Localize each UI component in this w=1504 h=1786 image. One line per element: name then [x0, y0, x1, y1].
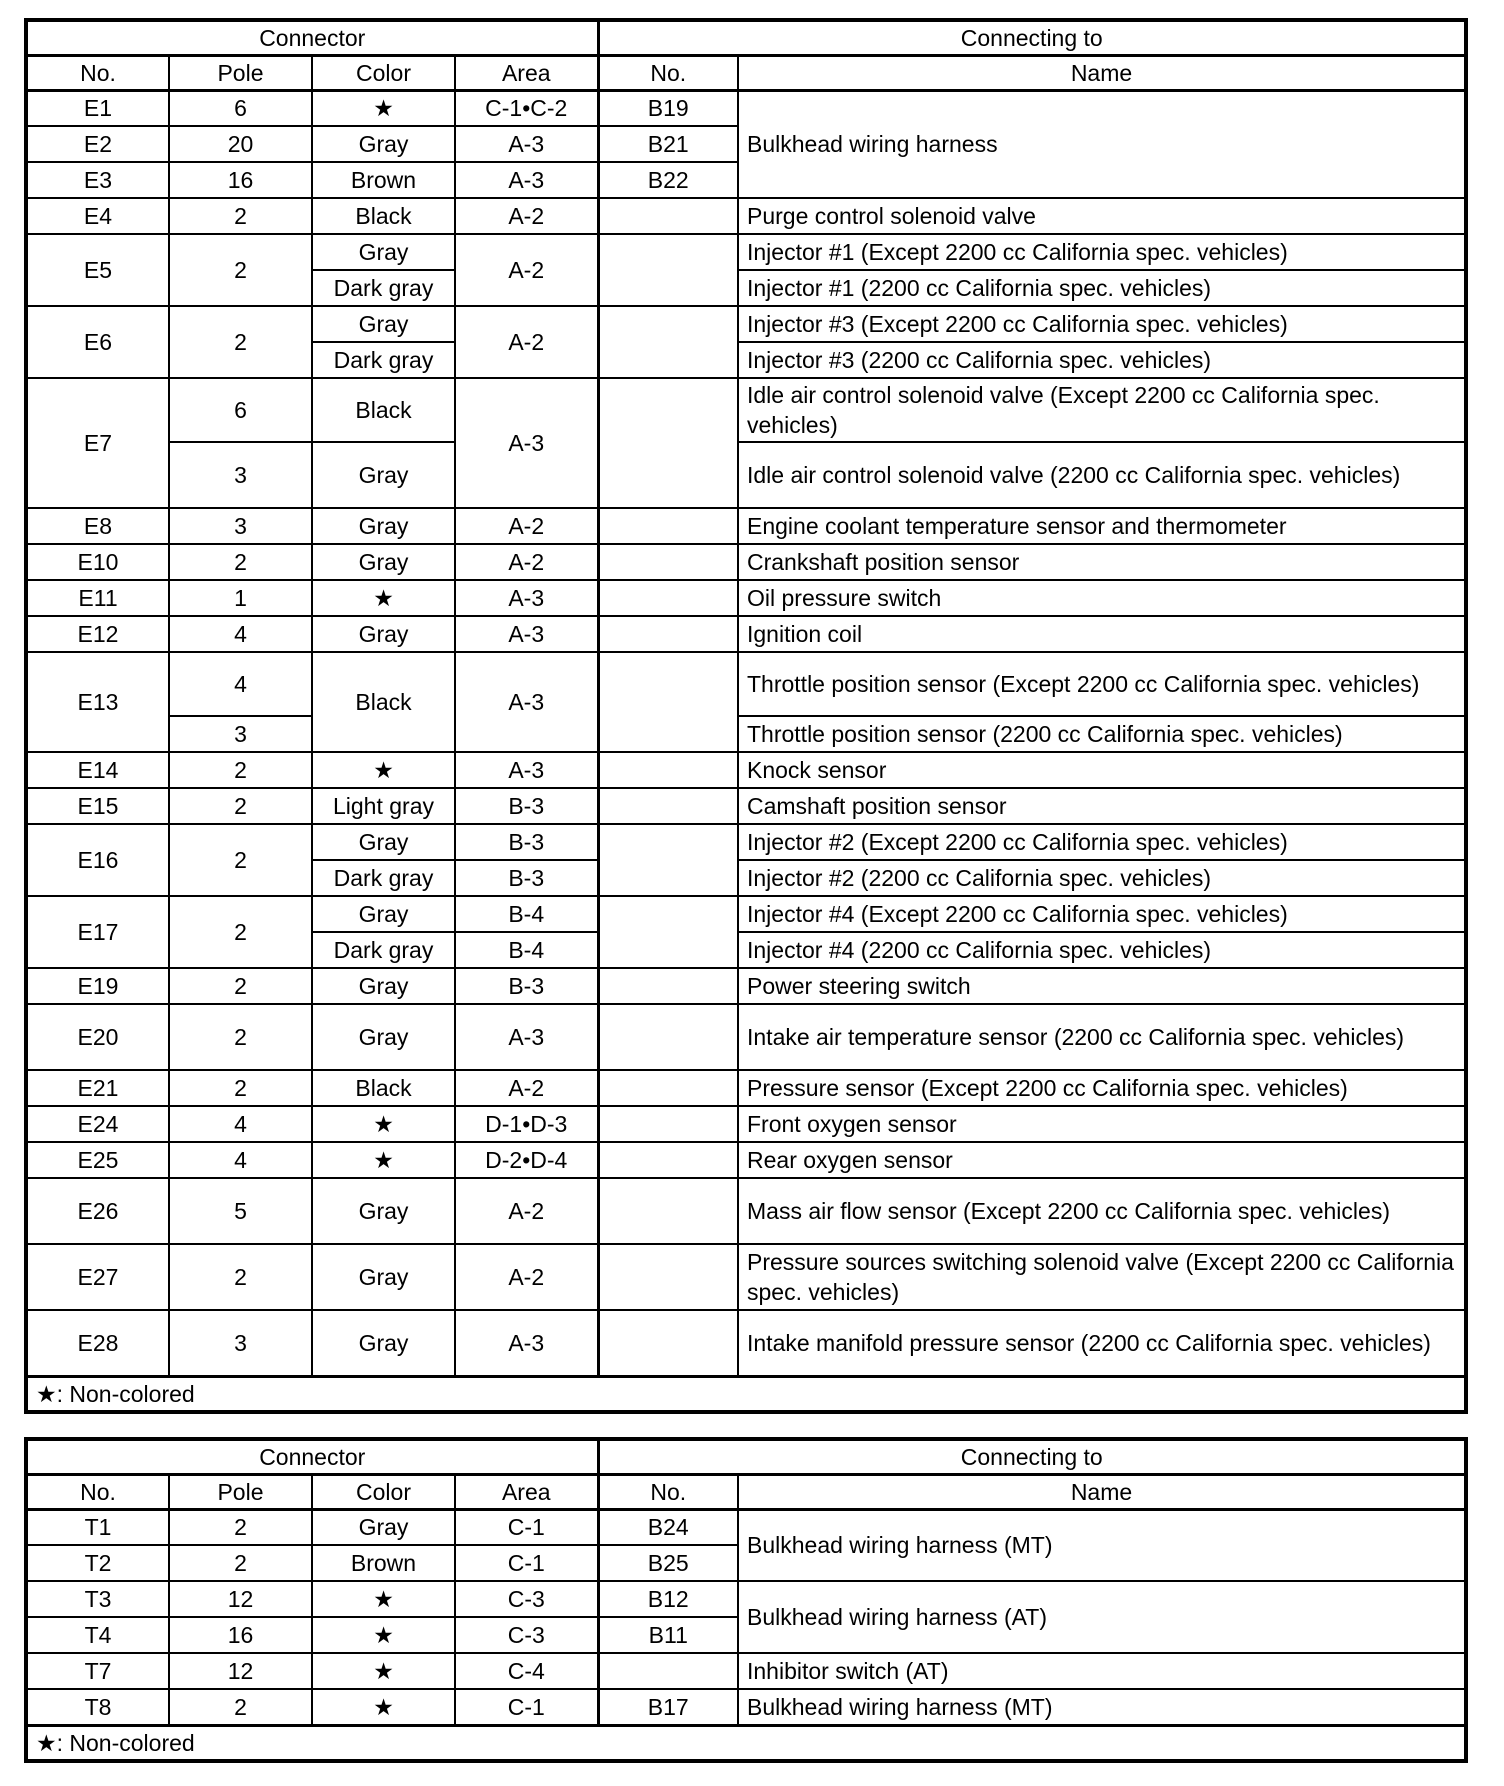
cell-color: Black [312, 198, 455, 234]
table-row [26, 1509, 1466, 1545]
cell-no: E26 [26, 1178, 169, 1244]
cell-color: Gray [312, 824, 455, 860]
cell-pole: 2 [169, 544, 312, 580]
cell-name: Bulkhead wiring harness (AT) [738, 1581, 1466, 1653]
cell-no: E28 [26, 1310, 169, 1376]
cell-to-no [598, 1178, 738, 1244]
table-row [26, 1106, 1466, 1142]
table-row [26, 1004, 1466, 1070]
connector-table-t [24, 1437, 1468, 1763]
cell-pole: 4 [169, 652, 312, 716]
cell-to-no: B25 [598, 1545, 738, 1581]
cell-name: Mass air flow sensor (Except 2200 cc California spec. vehicles) [738, 1178, 1466, 1244]
table-row [26, 508, 1466, 544]
table-row [26, 824, 1466, 860]
header-no: No. [26, 55, 169, 90]
cell-pole: 2 [169, 1070, 312, 1106]
table-row [26, 544, 1466, 580]
non-colored-note: ★: Non-colored [26, 1725, 1466, 1761]
cell-area: A-3 [455, 1004, 598, 1070]
cell-to-no [598, 306, 738, 378]
cell-to-no [598, 234, 738, 306]
cell-color: Brown [312, 162, 455, 198]
cell-color: Black [312, 378, 455, 442]
cell-to-no [598, 544, 738, 580]
cell-color: Dark gray [312, 932, 455, 968]
header-connector: Connector [26, 1439, 598, 1474]
cell-pole: 3 [169, 442, 312, 508]
cell-to-no [598, 616, 738, 652]
cell-color: Gray [312, 234, 455, 270]
cell-pole: 12 [169, 1653, 312, 1689]
cell-pole: 5 [169, 1178, 312, 1244]
header-area: Area [455, 55, 598, 90]
header-color: Color [312, 55, 455, 90]
cell-name: Ignition coil [738, 616, 1466, 652]
table-row [26, 378, 1466, 442]
cell-no: T1 [26, 1509, 169, 1545]
cell-name: Rear oxygen sensor [738, 1142, 1466, 1178]
cell-color: ★ [312, 90, 455, 126]
cell-pole: 6 [169, 90, 312, 126]
cell-no: T2 [26, 1545, 169, 1581]
cell-no: E1 [26, 90, 169, 126]
cell-to-no [598, 896, 738, 968]
cell-pole: 2 [169, 968, 312, 1004]
cell-name: Injector #1 (2200 cc California spec. vehicles) [738, 270, 1466, 306]
table-row [26, 788, 1466, 824]
table-row [26, 652, 1466, 716]
table-row [26, 1653, 1466, 1689]
cell-color: Gray [312, 1004, 455, 1070]
cell-pole: 2 [169, 1004, 312, 1070]
header-connecting-to: Connecting to [598, 20, 1466, 55]
table-row [26, 1178, 1466, 1244]
cell-name: Front oxygen sensor [738, 1106, 1466, 1142]
cell-name: Intake manifold pressure sensor (2200 cc California spec. vehicles) [738, 1310, 1466, 1376]
cell-color: Brown [312, 1545, 455, 1581]
cell-to-no [598, 198, 738, 234]
cell-to-no [598, 1070, 738, 1106]
cell-to-no [598, 1106, 738, 1142]
header-connector: Connector [26, 20, 598, 55]
cell-area: B-4 [455, 932, 598, 968]
cell-to-no [598, 652, 738, 752]
cell-area: A-3 [455, 1310, 598, 1376]
cell-name: Injector #4 (Except 2200 cc California spec. vehicles) [738, 896, 1466, 932]
cell-area: A-2 [455, 306, 598, 378]
header-to-no: No. [598, 1474, 738, 1509]
cell-no: E16 [26, 824, 169, 896]
cell-area: A-2 [455, 544, 598, 580]
cell-no: E4 [26, 198, 169, 234]
cell-area: A-2 [455, 1244, 598, 1310]
cell-to-no [598, 968, 738, 1004]
cell-to-no [598, 824, 738, 896]
cell-no: E12 [26, 616, 169, 652]
cell-name: Bulkhead wiring harness [738, 90, 1466, 198]
cell-pole: 2 [169, 234, 312, 306]
cell-to-no: B12 [598, 1581, 738, 1617]
cell-area: A-2 [455, 1178, 598, 1244]
cell-area: A-3 [455, 616, 598, 652]
cell-no: E3 [26, 162, 169, 198]
cell-area: B-4 [455, 896, 598, 932]
cell-to-no [598, 1004, 738, 1070]
cell-pole: 16 [169, 1617, 312, 1653]
cell-color: Black [312, 652, 455, 752]
cell-area: A-2 [455, 1070, 598, 1106]
cell-pole: 2 [169, 1509, 312, 1545]
cell-area: A-3 [455, 162, 598, 198]
cell-name: Crankshaft position sensor [738, 544, 1466, 580]
cell-area: C-1•C-2 [455, 90, 598, 126]
cell-pole: 2 [169, 896, 312, 968]
cell-color: Gray [312, 508, 455, 544]
cell-name: Bulkhead wiring harness (MT) [738, 1689, 1466, 1725]
cell-no: E20 [26, 1004, 169, 1070]
cell-name: Pressure sensor (Except 2200 cc California spec. vehicles) [738, 1070, 1466, 1106]
cell-to-no [598, 580, 738, 616]
cell-to-no [598, 1310, 738, 1376]
cell-name: Bulkhead wiring harness (MT) [738, 1509, 1466, 1581]
table-row [26, 896, 1466, 932]
cell-color: Gray [312, 544, 455, 580]
cell-area: C-4 [455, 1653, 598, 1689]
cell-no: T3 [26, 1581, 169, 1617]
table-row [26, 442, 1466, 508]
cell-no: E24 [26, 1106, 169, 1142]
table-row [26, 198, 1466, 234]
cell-color: Gray [312, 126, 455, 162]
cell-to-no [598, 1142, 738, 1178]
cell-pole: 1 [169, 580, 312, 616]
cell-pole: 3 [169, 1310, 312, 1376]
cell-no: E8 [26, 508, 169, 544]
cell-area: A-3 [455, 580, 598, 616]
cell-name: Injector #3 (2200 cc California spec. vehicles) [738, 342, 1466, 378]
cell-color: Gray [312, 1509, 455, 1545]
cell-color: Gray [312, 442, 455, 508]
cell-name: Injector #4 (2200 cc California spec. vehicles) [738, 932, 1466, 968]
table-row [26, 1310, 1466, 1376]
cell-no: E13 [26, 652, 169, 752]
cell-name: Engine coolant temperature sensor and thermometer [738, 508, 1466, 544]
cell-no: E5 [26, 234, 169, 306]
table-row [26, 1070, 1466, 1106]
table-row [26, 1142, 1466, 1178]
cell-pole: 12 [169, 1581, 312, 1617]
cell-pole: 4 [169, 1106, 312, 1142]
cell-name: Idle air control solenoid valve (Except 2200 cc California spec. vehicles) [738, 378, 1466, 442]
header-pole: Pole [169, 1474, 312, 1509]
cell-color: Gray [312, 1178, 455, 1244]
cell-area: A-3 [455, 378, 598, 508]
cell-color: ★ [312, 580, 455, 616]
cell-pole: 2 [169, 306, 312, 378]
cell-pole: 4 [169, 1142, 312, 1178]
cell-name: Pressure sources switching solenoid valve (Except 2200 cc California spec. vehicles) [738, 1244, 1466, 1310]
cell-to-no [598, 788, 738, 824]
header-no: No. [26, 1474, 169, 1509]
cell-color: Dark gray [312, 860, 455, 896]
cell-name: Oil pressure switch [738, 580, 1466, 616]
cell-area: A-3 [455, 752, 598, 788]
cell-area: D-1•D-3 [455, 1106, 598, 1142]
cell-color: Gray [312, 306, 455, 342]
cell-color: Light gray [312, 788, 455, 824]
cell-color: ★ [312, 1106, 455, 1142]
cell-color: ★ [312, 1142, 455, 1178]
cell-pole: 2 [169, 752, 312, 788]
cell-name: Injector #3 (Except 2200 cc California spec. vehicles) [738, 306, 1466, 342]
cell-color: Gray [312, 1244, 455, 1310]
cell-area: A-2 [455, 234, 598, 306]
cell-no: E21 [26, 1070, 169, 1106]
cell-no: T8 [26, 1689, 169, 1725]
header-color: Color [312, 1474, 455, 1509]
table-row [26, 1689, 1466, 1725]
cell-area: A-3 [455, 652, 598, 752]
cell-pole: 3 [169, 716, 312, 752]
cell-color: ★ [312, 1581, 455, 1617]
cell-to-no [598, 752, 738, 788]
cell-no: E2 [26, 126, 169, 162]
cell-area: B-3 [455, 824, 598, 860]
cell-area: B-3 [455, 860, 598, 896]
header-name: Name [738, 55, 1466, 90]
cell-color: Gray [312, 896, 455, 932]
cell-name: Injector #1 (Except 2200 cc California spec. vehicles) [738, 234, 1466, 270]
cell-color: Gray [312, 1310, 455, 1376]
connector-table-e [24, 18, 1468, 1414]
cell-pole: 16 [169, 162, 312, 198]
cell-pole: 2 [169, 1244, 312, 1310]
cell-pole: 6 [169, 378, 312, 442]
header-pole: Pole [169, 55, 312, 90]
cell-to-no: B21 [598, 126, 738, 162]
cell-color: Black [312, 1070, 455, 1106]
cell-no: E14 [26, 752, 169, 788]
header-to-no: No. [598, 55, 738, 90]
cell-to-no: B24 [598, 1509, 738, 1545]
cell-no: E7 [26, 378, 169, 508]
cell-name: Injector #2 (Except 2200 cc California spec. vehicles) [738, 824, 1466, 860]
table-row [26, 616, 1466, 652]
cell-name: Intake air temperature sensor (2200 cc California spec. vehicles) [738, 1004, 1466, 1070]
table-row [26, 234, 1466, 270]
cell-name: Inhibitor switch (AT) [738, 1653, 1466, 1689]
cell-no: E25 [26, 1142, 169, 1178]
table-row [26, 580, 1466, 616]
cell-no: E15 [26, 788, 169, 824]
cell-name: Knock sensor [738, 752, 1466, 788]
cell-color: ★ [312, 752, 455, 788]
cell-area: B-3 [455, 788, 598, 824]
cell-name: Power steering switch [738, 968, 1466, 1004]
cell-area: C-1 [455, 1689, 598, 1725]
cell-area: C-3 [455, 1617, 598, 1653]
cell-to-no: B19 [598, 90, 738, 126]
cell-color: Dark gray [312, 342, 455, 378]
cell-to-no: B22 [598, 162, 738, 198]
cell-area: A-2 [455, 508, 598, 544]
cell-to-no [598, 1244, 738, 1310]
cell-color: Dark gray [312, 270, 455, 306]
non-colored-note: ★: Non-colored [26, 1376, 1466, 1412]
cell-no: T7 [26, 1653, 169, 1689]
cell-color: ★ [312, 1617, 455, 1653]
cell-no: E17 [26, 896, 169, 968]
cell-no: E6 [26, 306, 169, 378]
table-row [26, 1244, 1466, 1310]
cell-no: E19 [26, 968, 169, 1004]
cell-pole: 20 [169, 126, 312, 162]
header-name: Name [738, 1474, 1466, 1509]
cell-color: ★ [312, 1689, 455, 1725]
table-row [26, 1581, 1466, 1617]
table-row [26, 90, 1466, 126]
cell-name: Throttle position sensor (Except 2200 cc California spec. vehicles) [738, 652, 1466, 716]
cell-color: ★ [312, 1653, 455, 1689]
cell-pole: 2 [169, 1689, 312, 1725]
cell-area: A-2 [455, 198, 598, 234]
cell-to-no [598, 1653, 738, 1689]
cell-to-no: B11 [598, 1617, 738, 1653]
table-row [26, 752, 1466, 788]
cell-to-no [598, 378, 738, 508]
table-row [26, 306, 1466, 342]
cell-no: E27 [26, 1244, 169, 1310]
cell-area: C-3 [455, 1581, 598, 1617]
cell-area: A-3 [455, 126, 598, 162]
table-row [26, 968, 1466, 1004]
cell-pole: 2 [169, 788, 312, 824]
cell-area: B-3 [455, 968, 598, 1004]
cell-area: C-1 [455, 1545, 598, 1581]
cell-area: C-1 [455, 1509, 598, 1545]
cell-no: T4 [26, 1617, 169, 1653]
cell-pole: 3 [169, 508, 312, 544]
cell-name: Camshaft position sensor [738, 788, 1466, 824]
cell-area: D-2•D-4 [455, 1142, 598, 1178]
cell-name: Injector #2 (2200 cc California spec. vehicles) [738, 860, 1466, 896]
cell-pole: 2 [169, 1545, 312, 1581]
cell-color: Gray [312, 616, 455, 652]
cell-pole: 2 [169, 198, 312, 234]
header-area: Area [455, 1474, 598, 1509]
cell-to-no [598, 508, 738, 544]
table-row [26, 716, 1466, 752]
cell-pole: 2 [169, 824, 312, 896]
cell-name: Idle air control solenoid valve (2200 cc California spec. vehicles) [738, 442, 1466, 508]
cell-pole: 4 [169, 616, 312, 652]
header-connecting-to: Connecting to [598, 1439, 1466, 1474]
cell-name: Purge control solenoid valve [738, 198, 1466, 234]
cell-no: E11 [26, 580, 169, 616]
cell-name: Throttle position sensor (2200 cc California spec. vehicles) [738, 716, 1466, 752]
cell-no: E10 [26, 544, 169, 580]
cell-to-no: B17 [598, 1689, 738, 1725]
cell-color: Gray [312, 968, 455, 1004]
